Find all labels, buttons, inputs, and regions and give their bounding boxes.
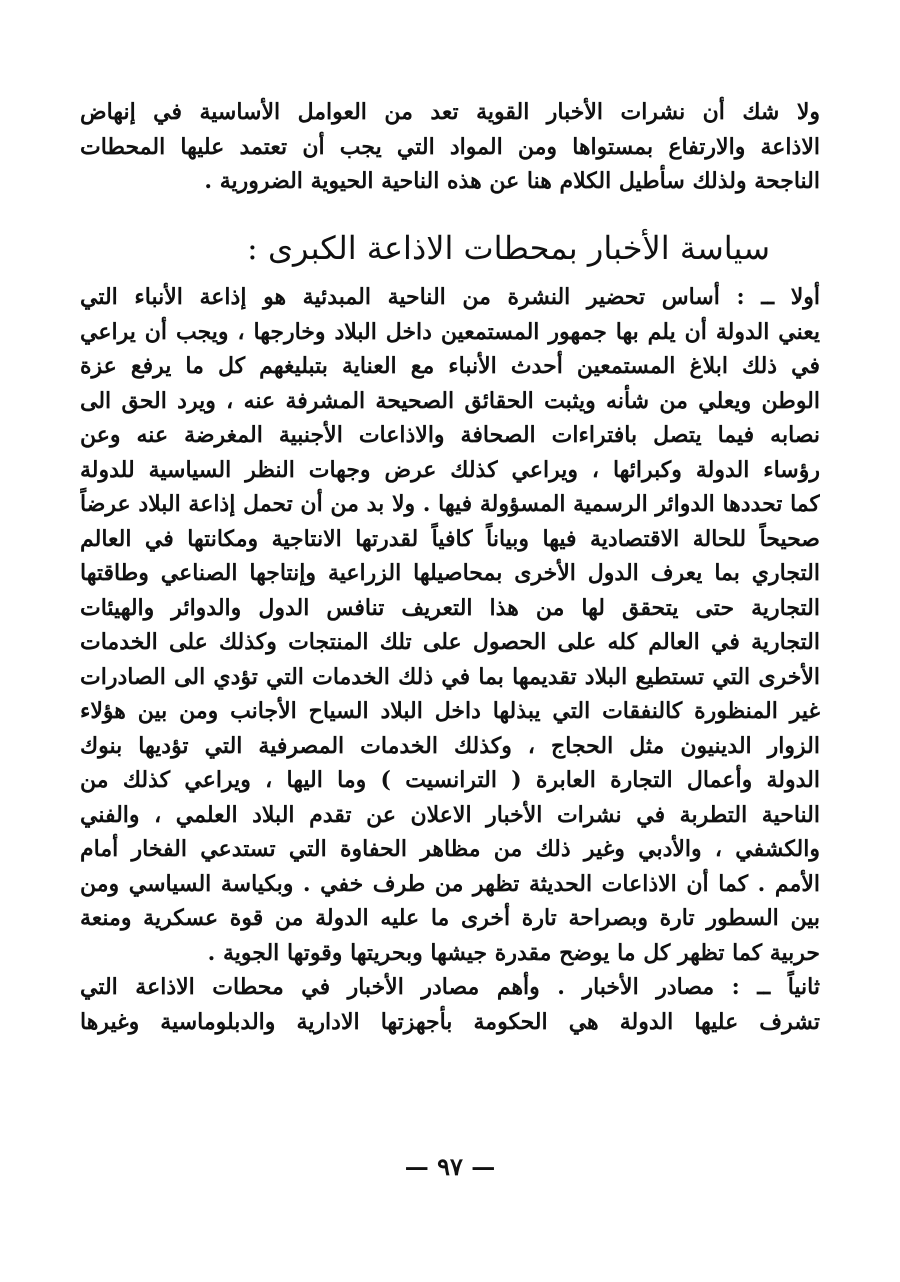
body-paragraphs: [80, 280, 820, 1039]
page-number: — ٩٧ —: [404, 1152, 496, 1181]
text-line: الأمم . كما أن الاذاعات الحديثة تظهر من طرف خفي . وبكياسة السياسي ومن: [80, 870, 820, 897]
text-line: صحيحاً للحالة الاقتصادية فيها وبياناً كافياً لقدرتها الانتاجية ومكانتها في العالم: [80, 525, 820, 552]
text-line: في ذلك ابلاغ المستمعين أحدث الأنباء مع العناية بتبليغهم كل ما يرفع عزة: [80, 353, 820, 379]
text-line: التجاري بما يعرف الدول الأخرى بمحاصيلها الزراعية وإنتاجها الصناعي وطاقتها: [80, 560, 820, 586]
text-line: أولا ــ : أساس تحضير النشرة من الناحية المبدئية هو إذاعة الأنباء التي: [80, 284, 820, 310]
text-line: الاذاعة والارتفاع بمستواها ومن المواد التي يجب أن تعتمد عليها المحطات: [80, 133, 820, 160]
text-line: ولا شك أن نشرات الأخبار القوية تعد من العوامل الأساسية في إنهاض: [80, 99, 820, 125]
text-line: الناجحة ولذلك سأطيل الكلام هنا عن هذه الناحية الحيوية الضرورية .: [204, 168, 820, 194]
text-line: حربية كما تظهر كل ما يوضح مقدرة جيشها وبحريتها وقوتها الجوية .: [207, 939, 820, 966]
text-line: نصابه فيما يتصل بافتراءات الصحافة والاذاعات الأجنبية المغرضة عنه وعن: [80, 422, 820, 448]
text-line: الناحية التطربة في نشرات الأخبار الاعلان عن تقدم البلاد العلمي ، والفني: [80, 801, 820, 828]
text-line: تشرف عليها الدولة هي الحكومة بأجهزتها الادارية والدبلوماسية وغيرها: [80, 1008, 820, 1035]
text-line: بين السطور تارة وبصراحة تارة أخرى ما عليه الدولة من قوة عسكرية ومنعة: [80, 905, 820, 931]
text-line: الأخرى التي تستطيع البلاد تقديمها بما في ذلك الخدمات التي تؤدي الى الصادرات: [80, 663, 820, 690]
text-line: كما تحددها الدوائر الرسمية المسؤولة فيها . ولا بد من أن تحمل إذاعة البلاد عرضاً: [80, 491, 820, 517]
text-line: الزوار الدينيون مثل الحجاج ، وكذلك الخدمات المصرفية التي تؤديها بنوك: [80, 732, 820, 759]
intro-paragraph: [80, 95, 820, 199]
text-line: التجارية حتى يتحقق لها من هذا التعريف تنافس الدول والدوائر والهيئات: [80, 594, 820, 621]
text-line: يعني الدولة أن يلم بها جمهور المستمعين داخل البلاد وخارجها ، ويجب أن يراعي: [80, 318, 820, 345]
text-line: الدولة وأعمال التجارة العابرة ( الترانسيت ) وما اليها ، ويراعي كذلك من: [80, 767, 820, 793]
text-line: غير المنظورة كالنفقات التي يبذلها داخل البلاد السياح الأجانب ومن بين هؤلاء: [80, 698, 820, 724]
text-line: الوطن ويعلي من شأنه ويثبت الحقائق الصحيحة المشرفة عنه ، ويرد الحق الى: [80, 387, 820, 414]
text-line: رؤساء الدولة وكبرائها ، ويراعي كذلك عرض وجهات النظر السياسية للدولة: [80, 456, 820, 483]
text-line: ثانياً ــ : مصادر الأخبار . وأهم مصادر الأخبار في محطات الاذاعة التي: [80, 974, 820, 1000]
text-line: التجارية في العالم كله على الحصول على تلك المنتجات وكذلك على الخدمات: [80, 629, 820, 655]
text-line: والكشفي ، والأدبي وغير ذلك من مظاهر الحفاوة التي تستدعي الفخار أمام: [80, 836, 820, 862]
section-heading: سياسة الأخبار بمحطات الاذاعة الكبرى :: [247, 229, 770, 267]
